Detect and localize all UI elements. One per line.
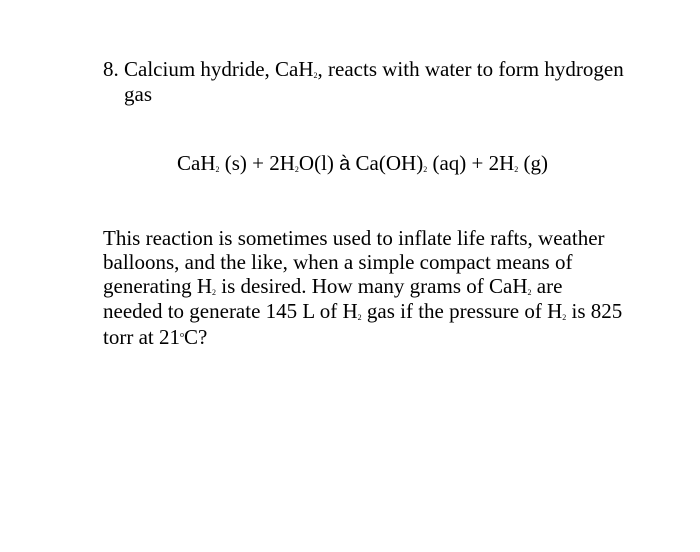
- paragraph-text: C?: [183, 325, 208, 349]
- paragraph-text: generating H: [103, 274, 213, 298]
- paragraph-text: is desired. How many grams of CaH: [216, 274, 528, 298]
- paragraph-text: gas if the pressure of H: [361, 299, 563, 323]
- subscript: 2: [423, 165, 428, 174]
- equation-term: (aq) + 2H: [427, 151, 515, 175]
- equation-term: O(l): [298, 151, 340, 175]
- paragraph-text: needed to generate 145 L of H: [103, 299, 358, 323]
- subscript: 2: [562, 313, 567, 322]
- paragraph-text: torr at 21: [103, 325, 180, 349]
- subscript: 2: [514, 165, 519, 174]
- equation-term: CaH: [177, 151, 216, 175]
- paragraph-line-2: balloons, and the like, when a simple compact means of: [103, 250, 573, 274]
- question-text: Calcium hydride, CaH: [124, 57, 314, 81]
- equation-term: (s) + 2H: [219, 151, 295, 175]
- subscript: 2: [527, 288, 532, 297]
- question-number: 8.: [103, 57, 119, 81]
- question-text-line-1: [124, 56, 624, 82]
- paragraph-line-3: [103, 274, 643, 298]
- degree-symbol: o: [179, 330, 184, 339]
- equation-term: (g): [518, 151, 549, 175]
- equation-term: Ca(OH): [350, 151, 424, 175]
- question-text-line-2: gas: [124, 82, 152, 106]
- chemical-equation: [177, 150, 548, 177]
- paragraph-line-5: [103, 325, 643, 349]
- subscript: 2: [215, 165, 220, 174]
- subscript: 2: [294, 165, 299, 174]
- paragraph-line-4: [103, 299, 643, 323]
- paragraph-text: are: [531, 274, 563, 298]
- subscript: 2: [313, 71, 318, 80]
- question-text: , reacts with water to form hydrogen: [317, 57, 624, 81]
- subscript: 2: [212, 288, 217, 297]
- subscript: 2: [357, 313, 362, 322]
- paragraph-line-1: This reaction is sometimes used to inflate life rafts, weather: [103, 226, 605, 250]
- paragraph-text: is 825: [566, 299, 623, 323]
- reaction-arrow-glyph: à: [339, 153, 351, 175]
